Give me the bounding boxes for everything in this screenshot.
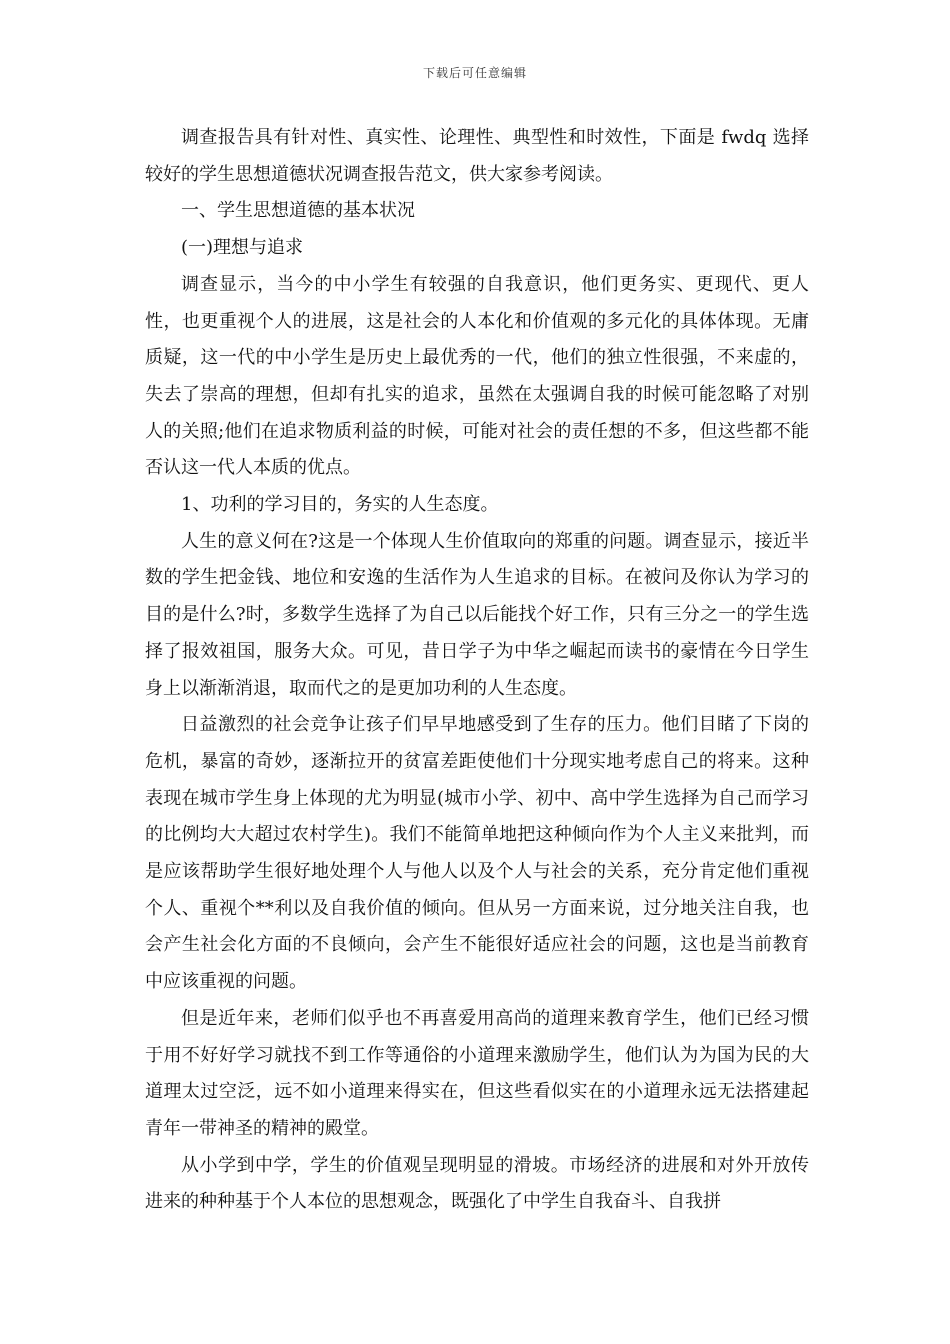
subsection-heading: (一)理想与追求 (181, 237, 304, 259)
point-heading: 1、功利的学习目的，务实的人生态度。 (181, 494, 499, 516)
paragraph: 人生的意义何在?这是一个体现人生价值取向的郑重的问题。调查显示，接近半数的学生把金钱、地位和安逸的生活作为人生追求的目标。在被问及你认为学习的目的是什么?时，多数学生选择了为自己以后能找个好工作，只有三分之一的学生选择了报效祖国，服务大众。可见，昔日学子为中华之崛起而读书的豪情在今日学生身上以渐渐消退，取而代之的是更加功利的人生态度。 (145, 530, 809, 699)
paragraph: 从小学到中学，学生的价值观呈现明显的滑坡。市场经济的进展和对外开放传进来的种种基于个人本位的思想观念，既强化了中学生自我奋斗、自我拼 (145, 1154, 809, 1213)
paragraph-intro: 调查报告具有针对性、真实性、论理性、典型性和时效性，下面是 fwdq 选择较好的学生思想道德状况调查报告范文，供大家参考阅读。 (145, 127, 809, 185)
paragraph: 但是近年来，老师们似乎也不再喜爱用高尚的道理来教育学生，他们已经习惯于用不好好学习就找不到工作等通俗的小道理来激励学生，他们认为为国为民的大道理太过空泛，远不如小道理来得实在，但这些看似实在的小道理永远无法搭建起青年一带神圣的精神的殿堂。 (145, 1007, 809, 1139)
section-heading: 一、学生思想道德的基本状况 (181, 200, 415, 222)
paragraph: 日益激烈的社会竞争让孩子们早早地感受到了生存的压力。他们目睹了下岗的危机，暴富的奇妙，逐渐拉开的贫富差距使他们十分现实地考虑自己的将来。这种表现在城市学生身上体现的尤为明显(城市小学、初中、高中学生选择为自己而学习的比例均大大超过农村学生)。我们不能简单地把这种倾向作为个人主义来批判，而是应该帮助学生很好地处理个人与他人以及个人与社会的关系，充分肯定他们重视个人、重视个**利以及自我价值的倾向。但从另一方面来说，过分地关注自我，也会产生社会化方面的不良倾向，会产生不能很好适应社会的问题，这也是当前教育中应该重视的问题。 (145, 714, 809, 993)
page-header: 下载后可任意编辑 (422, 66, 527, 80)
paragraph: 调查显示，当今的中小学生有较强的自我意识，他们更务实、更现代、更人性，也更重视个人的进展，这是社会的人本化和价值观的多元化的具体体现。无庸质疑，这一代的中小学生是历史上最优秀的一代，他们的独立性很强，不来虚的，失去了崇高的理想，但却有扎实的追求，虽然在太强调自我的时候可能忽略了对别人的关照;他们在追求物质利益的时候，可能对社会的责任想的不多，但这些都不能否认这一代人本质的优点。 (145, 273, 809, 479)
document-body (145, 120, 809, 1221)
